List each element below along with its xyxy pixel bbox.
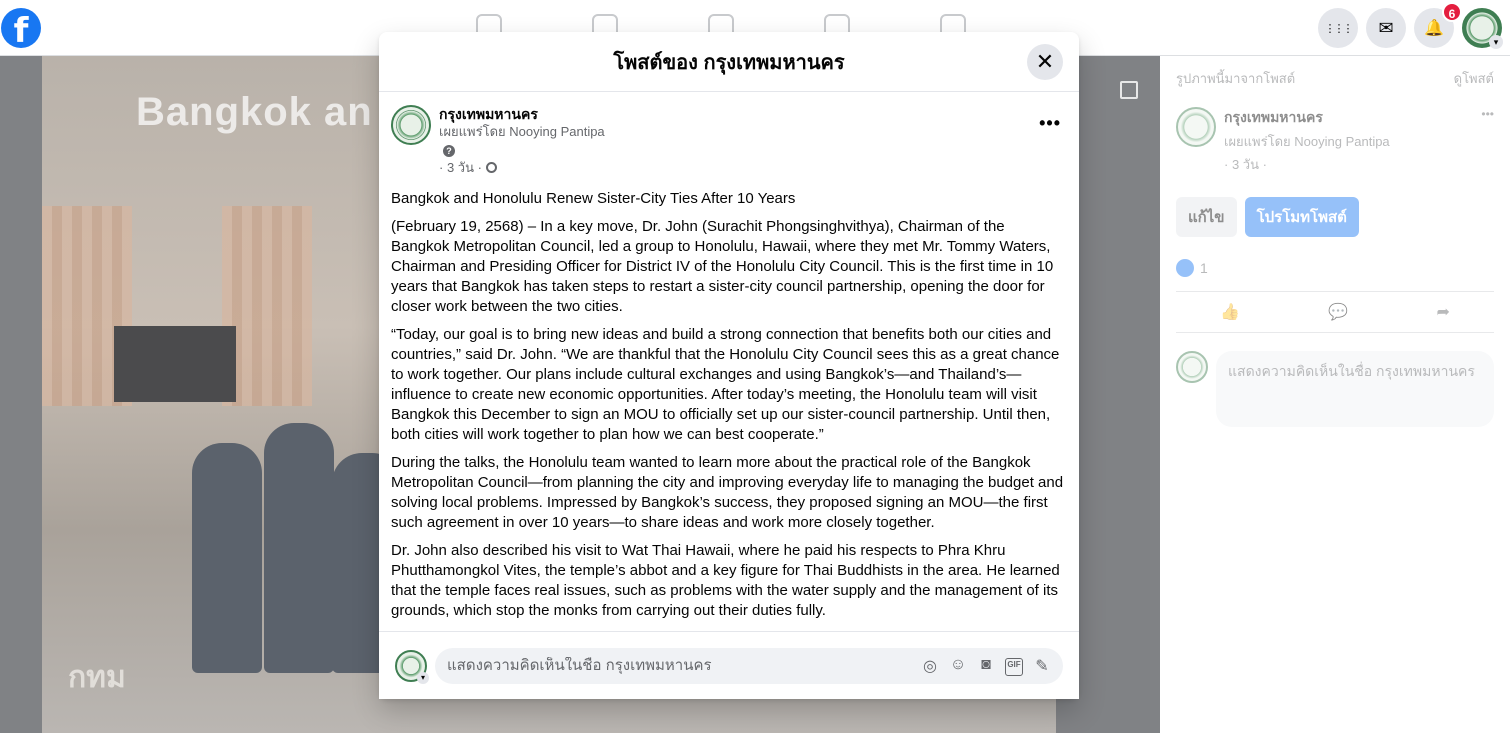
page-name[interactable]: กรุงเทพมหานคร (439, 106, 538, 122)
tv-screen (114, 326, 236, 402)
photo-title-text: Bangkok an (136, 90, 373, 134)
commenter-avatar[interactable] (1176, 351, 1208, 383)
shared-by-text: เผยแพร่โดย Nooying Pantipa (439, 124, 605, 139)
close-button[interactable] (1027, 44, 1063, 80)
like-reaction-icon (1176, 259, 1194, 277)
side-panel-header (1160, 56, 1510, 89)
post-time[interactable] (439, 159, 605, 177)
globe-icon (486, 162, 497, 173)
avatar-sticker-icon[interactable]: ◎ (923, 657, 937, 675)
reaction-summary[interactable] (1160, 237, 1510, 277)
menu-grid-button[interactable] (1318, 8, 1358, 48)
page-avatar[interactable] (391, 105, 431, 145)
close-icon: ✕ (1035, 49, 1055, 74)
comment-composer (379, 631, 1079, 699)
help-icon[interactable]: ? (443, 145, 455, 157)
edit-button[interactable]: แก้ไข (1176, 197, 1237, 237)
side-post-buttons (1160, 175, 1510, 237)
share-icon[interactable]: ➦ (1436, 304, 1450, 321)
photo-logo-watermark: กทม (68, 660, 126, 695)
post-header (391, 105, 1067, 177)
photo-side-panel (1160, 56, 1510, 733)
sticker-icon[interactable]: ✎ (1035, 657, 1049, 675)
messenger-button[interactable] (1366, 8, 1406, 48)
facebook-logo-icon[interactable]: f (1, 8, 41, 48)
post-paragraph: “Today, our goal is to bring new ideas and build a strong connection that benefits both our cities and countries,” said Dr. John. “We are thankful that the Honolulu City Council sees this as a great chance to work together. Our plans include cultural exchanges and using Bangkok’s—and Thailand’s—influence to create new economic opportunities. After today’s meeting, the Honolulu team will visit Bangkok this December to sign an MOU to officially set up our sister-council partnership. Until then, both cities will work together to plan how we can best cooperate.” (391, 326, 1060, 443)
comment-tools (921, 656, 1051, 676)
comment-input[interactable] (447, 657, 921, 674)
more-options-icon[interactable]: ••• (1481, 107, 1494, 121)
top-right-controls (1318, 8, 1502, 48)
post-time[interactable]: · 3 วัน · (1224, 157, 1267, 172)
post-text (391, 189, 1067, 649)
commenter-avatar[interactable] (395, 650, 427, 682)
post-time-text[interactable]: · 3 วัน · (439, 160, 482, 175)
shared-by-text: เผยแพร่โดย Nooying Pantipa (1224, 134, 1390, 149)
more-options-icon[interactable]: ••• (1039, 113, 1061, 133)
post-paragraph: Bangkok and Honolulu Renew Sister-City Ties After 10 Years (391, 190, 796, 207)
account-avatar[interactable] (1462, 8, 1502, 48)
notification-count-badge: 6 (1442, 2, 1462, 22)
chevron-down-icon: ▾ (1489, 35, 1503, 49)
bell-icon: 🔔 (1424, 20, 1444, 37)
post-paragraph: Dr. John also described his visit to Wat Thai Hawaii, where he paid his respects to Phra Khru Phutthamongkol Vites, the temple’s abbot and a key figure for Thai Buddhists in the area. He learned that the temple faces real issues, such as problems with the water supply and the management of its grounds, which stop the monks from carrying out their duties fully. (391, 542, 1060, 619)
notifications-button[interactable] (1414, 8, 1454, 48)
page-avatar[interactable] (1176, 107, 1216, 147)
person-figure (192, 443, 262, 673)
person-figure (264, 423, 334, 673)
modal-title: โพสต์ของ กรุงเทพมหานคร (613, 51, 845, 74)
reaction-count: 1 (1200, 260, 1208, 276)
post-paragraph: During the talks, the Honolulu team wanted to learn more about the practical role of the Bangkok Metropolitan Council—from planning the city and improving everyday life to managing the budget and solving local problems. Impressed by Bangkok’s success, they proposed signing an MOU—the first such agreement in over 10 years—to share ideas and work more closely together. (391, 454, 1064, 531)
emoji-icon[interactable]: ☺ (949, 655, 967, 673)
side-comment-composer (1160, 333, 1510, 427)
side-comment-input[interactable]: แสดงความคิดเห็นในชื่อ กรุงเทพมหานคร (1216, 351, 1494, 427)
chevron-down-icon[interactable]: ▾ (417, 672, 429, 684)
comment-icon[interactable]: 💬 (1328, 304, 1349, 321)
page-name[interactable]: กรุงเทพมหานคร (1224, 109, 1323, 125)
post-meta (439, 105, 605, 177)
view-post-link[interactable]: ดูโพสต์ (1453, 71, 1494, 86)
from-post-label: รูปภาพนี้มาจากโพสต์ (1176, 71, 1296, 86)
modal-scroll-body[interactable] (379, 93, 1079, 631)
messenger-icon: ✉ (1378, 17, 1394, 38)
side-post-header (1160, 89, 1510, 175)
expand-icon[interactable] (1120, 81, 1138, 99)
comment-box (435, 648, 1063, 684)
promote-post-button[interactable]: โปรโมทโพสต์ (1245, 197, 1359, 237)
post-action-bar (1176, 291, 1494, 333)
modal-header (379, 32, 1079, 92)
like-icon[interactable]: 👍 (1220, 304, 1241, 321)
grid-icon: ⋮⋮⋮ (1324, 22, 1352, 35)
camera-icon[interactable]: ◙ (981, 655, 991, 673)
gif-icon[interactable]: GIF (1005, 658, 1023, 676)
post-paragraph: (February 19, 2568) – In a key move, Dr. John (Surachit Phongsinghvithya), Chairman of the Bangkok Metropolitan Council, led a group to Honolulu, Hawaii, where they met Mr. Tommy Waters, Chairman and Presiding Officer for District IV of the Honolulu City Council. This is the first time in 10 years that Bangkok has taken steps to restart a sister-city council partnership, opening the door for closer work between the two cities. (391, 218, 1054, 315)
post-modal (379, 32, 1079, 699)
